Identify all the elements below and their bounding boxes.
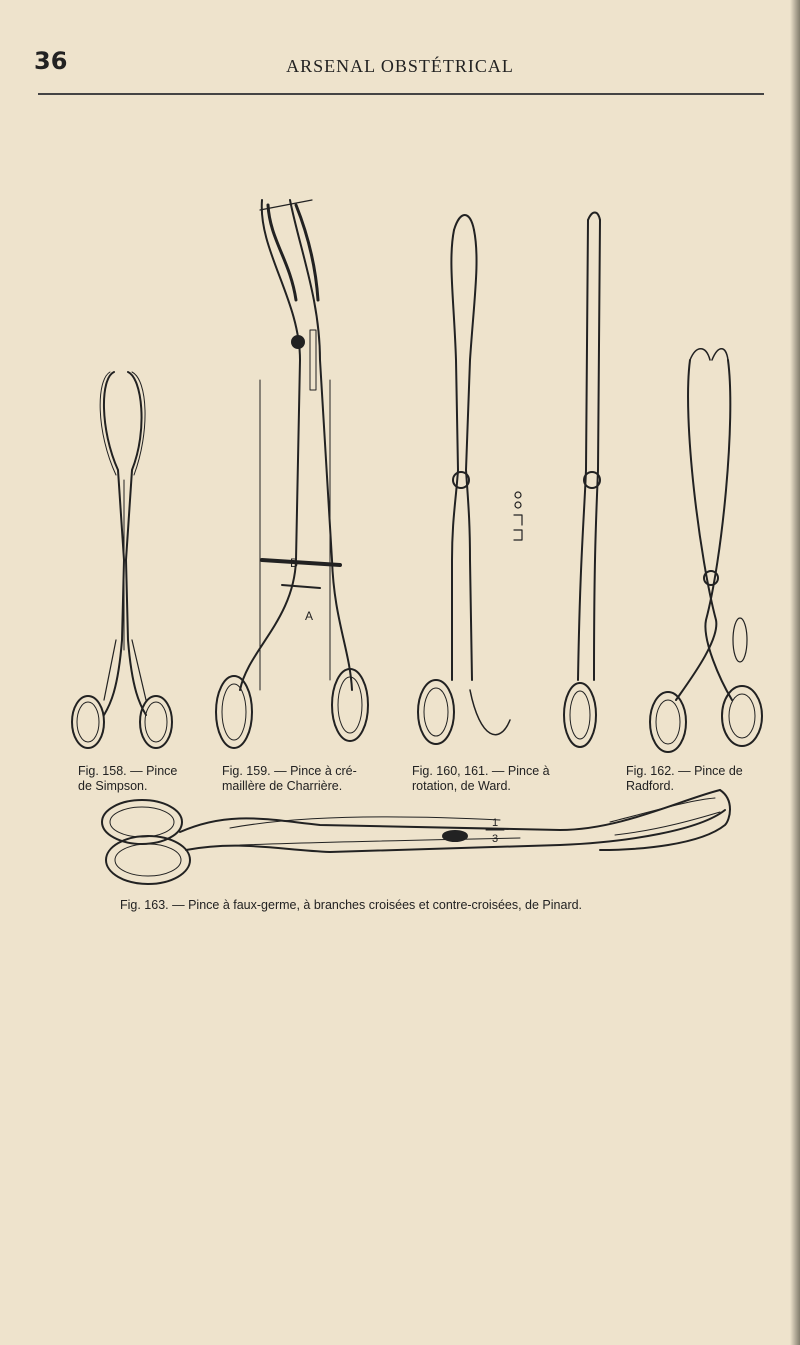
fig163-caption: Fig. 163. — Pince à faux-germe, à branches croisées et contre-croisées, de Pinard. <box>120 898 583 912</box>
fig159-caption-line2: maillère de Charrière. <box>222 779 343 793</box>
running-title: ARSENAL OBSTÉTRICAL <box>286 56 514 76</box>
fig163-pinard-forceps-illustration <box>102 790 730 884</box>
fig162-caption-line1: Fig. 162. — Pince de <box>626 764 743 778</box>
fig163-scale-numerator: 1 <box>491 817 499 829</box>
fig158-caption-line2: de Simpson. <box>78 779 148 793</box>
fig162-radford-forceps-illustration <box>650 349 762 752</box>
fig158-caption-line1: Fig. 158. — Pince <box>78 764 178 778</box>
fig160-ward-forceps-illustration <box>418 215 510 744</box>
fig163-scale-denominator: 3 <box>491 833 499 845</box>
fig160-vertical-maker-mark <box>514 492 522 540</box>
fig159-label-a: A <box>305 609 314 623</box>
fig162-caption <box>626 764 743 794</box>
fig159-charriere-forceps-illustration <box>216 200 368 748</box>
fig158-caption <box>78 764 177 794</box>
page-edge-shadow <box>790 0 800 1345</box>
fig159-caption <box>222 764 357 794</box>
fig159-label-b: B <box>290 556 299 570</box>
fig160-161-caption-line1: Fig. 160, 161. — Pince à <box>412 764 550 778</box>
fig158-simpson-forceps-illustration <box>72 372 172 748</box>
page-number: 36 <box>34 47 68 75</box>
fig160-161-caption-line2: rotation, de Ward. <box>412 779 511 793</box>
fig161-ward-forceps-illustration <box>564 213 600 748</box>
fig159-caption-line1: Fig. 159. — Pince à cré- <box>222 764 357 778</box>
fig162-caption-line2: Radford. <box>626 779 674 793</box>
fig160-161-caption <box>412 764 550 794</box>
